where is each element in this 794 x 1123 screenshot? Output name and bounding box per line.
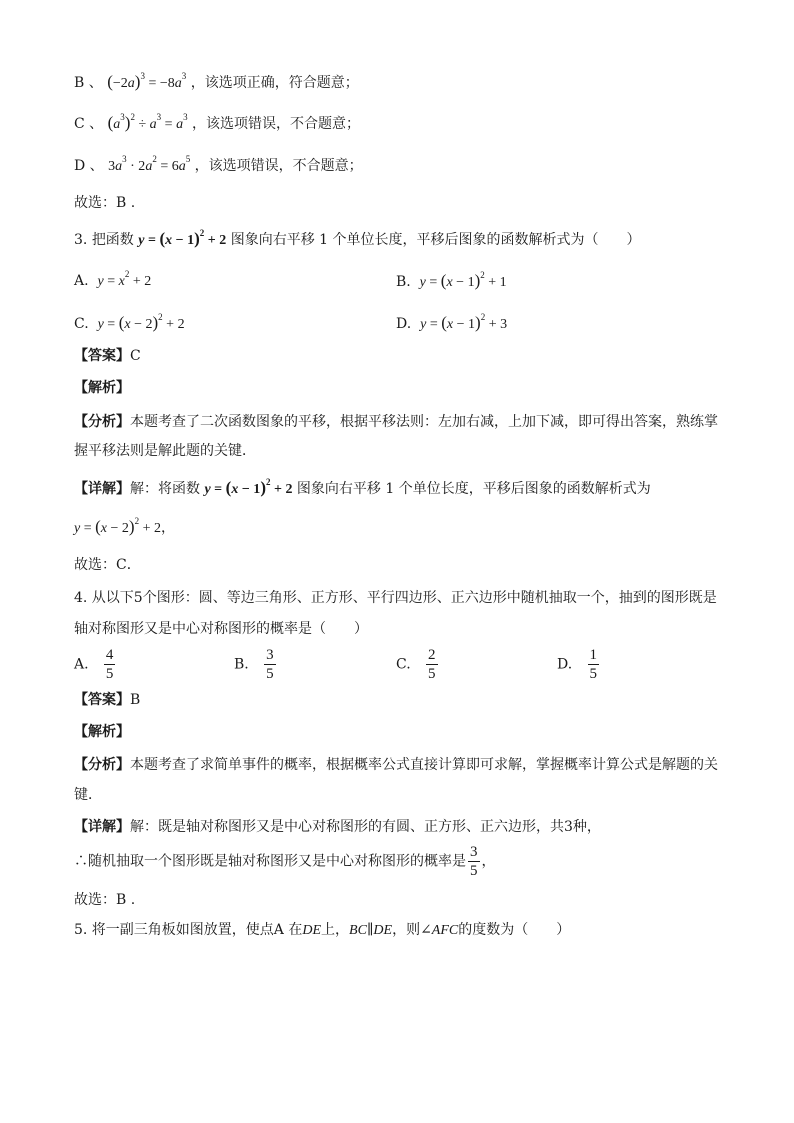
q5-de-1: DE [302, 923, 322, 938]
q5-de-2: DE [373, 923, 393, 938]
q3-option-d-label: D. [396, 316, 412, 332]
q3-result-formula: $y = (x - 2)^2 + 2$ [74, 516, 161, 536]
q4-fenxi-tag: 【分析】 [74, 757, 130, 773]
option-c-line [74, 113, 360, 135]
q4-answer [74, 690, 140, 710]
q4-option-d [557, 646, 601, 683]
q3-option-a-label: A. [74, 273, 89, 289]
q3-option-d: D. $y = (x - 1)^2 + 3$ [396, 312, 508, 332]
option-b-line [74, 72, 359, 94]
q5-pre: 5. 将一副三角板如图放置，使点A 在 [74, 922, 303, 938]
q3-detail-formula: $y = (x - 1)^2 + 2$ [204, 477, 293, 497]
q4-detail-text-2: ∴随机抽取一个图形既是轴对称图形又是中心对称图形的概率是 [74, 853, 466, 870]
q3-analysis-tag: 【解析】 [74, 380, 130, 396]
q4-detail-fraction: $\frac{3}{5}$ [470, 844, 478, 879]
q3-option-b: B. $y = (x - 1)^2 + 1$ [396, 270, 507, 290]
q3-detail-pre: 解：将函数 [130, 481, 200, 497]
q4-option-c [396, 646, 440, 683]
q4-answer-tag: 【答案】 [74, 692, 130, 708]
q3-option-c: C. $y = (x - 2)^2 + 2$ [74, 312, 185, 332]
q5-parallel-symbol: ∥ [366, 923, 374, 938]
q3-detail-line [74, 478, 651, 500]
q3-option-c-label: C. [74, 316, 89, 332]
q3-answer-value: C [130, 348, 141, 364]
q4-option-a-label: A. [74, 656, 89, 673]
q3-option-a: A. $y = x^2 + 2$ [74, 269, 152, 289]
q5-mid-2: ，则 [392, 922, 421, 938]
q4-option-c-fraction: $\frac{2}{5}$ [428, 647, 436, 682]
q4-fenxi-line-2: 键． [74, 787, 102, 803]
q5-mid-1: 上， [321, 922, 350, 938]
q4-line-1: 4. 从以下5个图形：圆、等边三角形、正方形、平行四边形、正六边形中随机抽取一个，抽到的图形既是 [74, 590, 717, 606]
q4-option-c-label: C. [396, 656, 411, 673]
q3-pre: 把函数 [91, 232, 134, 248]
q4-fenxi-line-1 [74, 755, 718, 775]
q4-line-2: 轴对称图形又是中心对称图形的概率是（ ） [74, 621, 368, 637]
option-c-label: C 、 [74, 116, 104, 132]
q3-fenxi-tag: 【分析】 [74, 414, 130, 430]
q4-option-b-label: B. [234, 656, 249, 673]
q4-option-b [234, 646, 278, 683]
option-c-formula: $(a^3)^2 \div a^3 = a^3$ [107, 112, 188, 132]
q3-result-line: $y = (x - 2)^2 + 2$， [74, 516, 175, 536]
q4-detail-line-2: ∴随机抽取一个图形既是轴对称图形又是中心对称图形的概率是 $\frac{3}{5}$ ， [74, 844, 496, 879]
q3-detail-post: 图象向右平移 1 个单位长度，平移后图象的函数解析式为 [296, 481, 651, 497]
q4-fenxi-text-1: 本题考查了求简单事件的概率，根据概率公式直接计算即可求解，掌握概率计算公式是解题的关 [130, 757, 718, 773]
q4-detail-line-1 [74, 817, 601, 837]
q4-detail-tag: 【详解】 [74, 819, 130, 835]
option-b-tail: ，该选项正确，符合题意； [190, 75, 359, 91]
question-3 [74, 229, 641, 251]
q5-bc: BC [349, 923, 367, 938]
q3-fenxi-line-1 [74, 412, 718, 432]
option-b-formula: $(-2a)^3 = -8a^3$ [107, 71, 187, 91]
option-d-line [74, 156, 363, 177]
q4-option-b-fraction: $\frac{3}{5}$ [266, 647, 274, 682]
q5-post: 的度数为（ ） [458, 922, 571, 938]
q4-answer-value: B [130, 692, 141, 708]
q5-angle: ∠AFC [420, 923, 459, 938]
q4-option-a [74, 646, 117, 683]
q3-fenxi-text-1: 本题考查了二次函数图象的平移，根据平移法则：左加右减，上加下减，即可得出答案，熟练掌 [130, 414, 718, 430]
q4-analysis-tag: 【解析】 [74, 724, 130, 740]
question-5 [74, 920, 570, 941]
q4-pick: 故选：B . [74, 892, 136, 908]
q4-detail-text-1: 解：既是轴对称图形又是中心对称图形的有圆、正方形、正六边形，共3种， [130, 819, 601, 835]
option-b-label: B 、 [74, 75, 103, 91]
q3-option-b-label: B. [396, 274, 411, 290]
q4-option-a-fraction: $\frac{4}{5}$ [105, 647, 114, 682]
q3-post: 图象向右平移 1 个单位长度，平移后图象的函数解析式为（ ） [230, 232, 641, 248]
q3-answer [74, 346, 141, 366]
option-c-tail: ，该选项错误，不合题意； [192, 116, 361, 132]
q3-detail-tag: 【详解】 [74, 481, 130, 497]
q3-answer-tag: 【答案】 [74, 348, 130, 364]
pick-line-1: 故选：B . [74, 195, 136, 211]
q3-formula: $y = (x - 1)^2 + 2$ [138, 228, 227, 248]
q3-fenxi-line-2: 握平移法则是解此题的关键． [74, 443, 256, 459]
option-d-tail: ，该选项错误，不合题意； [194, 158, 363, 174]
q3-pick: 故选：C． [74, 557, 141, 573]
q3-number: 3. [74, 232, 88, 248]
q4-option-d-label: D. [557, 656, 573, 673]
option-d-label: D 、 [74, 158, 104, 174]
option-d-formula: $3a^3 \cdot 2a^2 = 6a^5$ [108, 154, 191, 174]
q4-option-d-fraction: $\frac{1}{5}$ [589, 647, 598, 682]
